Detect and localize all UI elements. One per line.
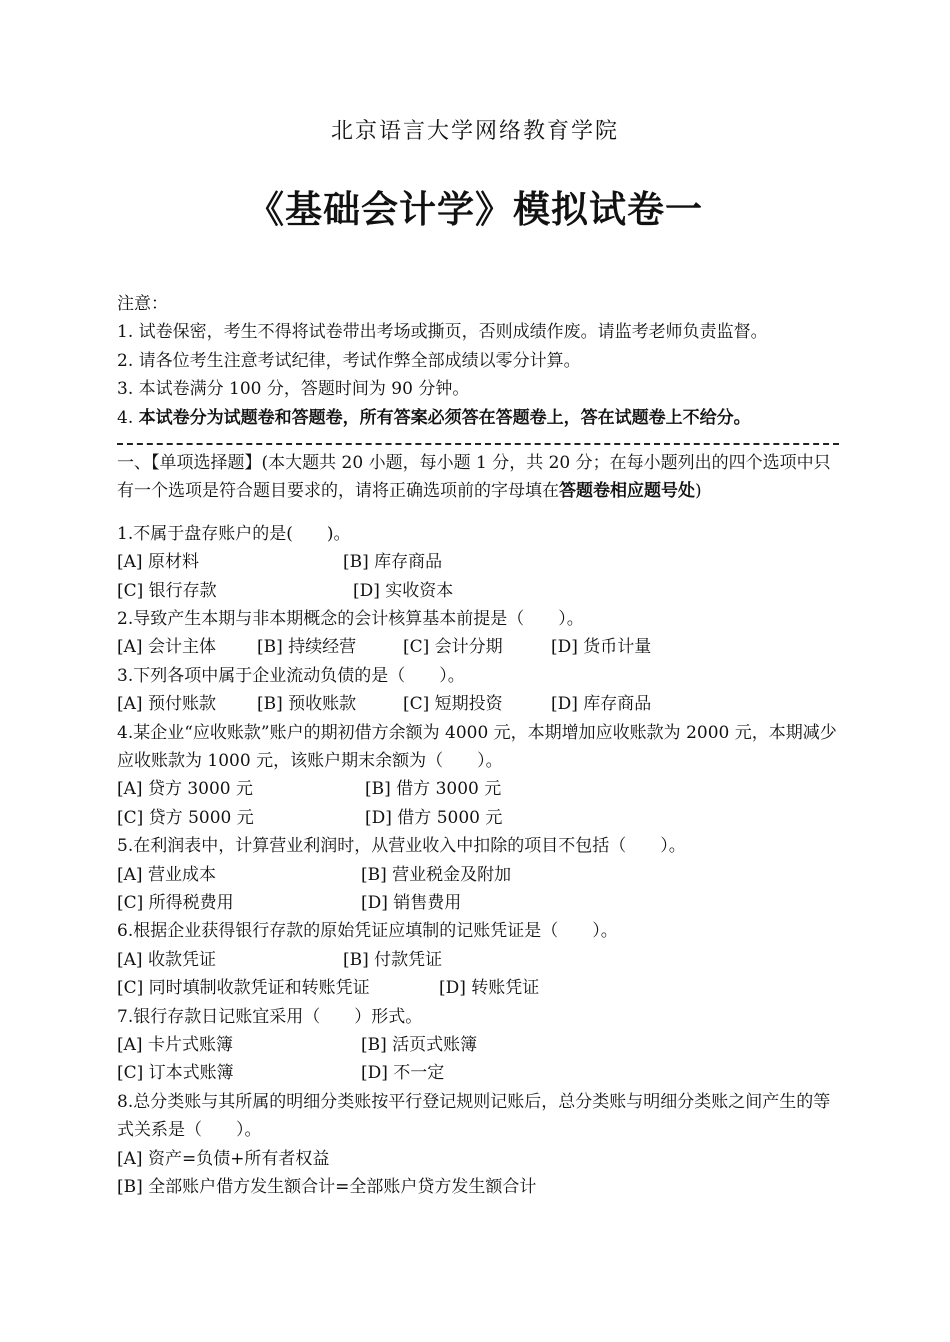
question-text: 8.总分类账与其所属的明细分类账按平行登记规则记账后，总分类账与明细分类账之间产生的等式关系是（ ）。 [117,1091,831,1141]
question-text: 2.导致产生本期与非本期概念的会计核算基本前提是（ ）。 [117,608,584,629]
section-title: 一、【单项选择题】 [117,452,262,473]
option-row [117,775,847,803]
answer-option: [A] 营业成本 [117,864,216,885]
answer-option: [B] 持续经营 [257,637,357,658]
notice-item-4 [117,404,847,432]
question-text: 3.下列各项中属于企业流动负债的是（ ）。 [117,665,465,686]
option-row [117,690,847,718]
answer-option: [B] 库存商品 [343,552,443,573]
answer-option: [D] 实收资本 [353,580,454,601]
section-desc-bold: 答题卷相应题号处 [559,481,695,502]
answer-option: [B] 预收账款 [257,694,357,715]
option-row [117,577,847,605]
answer-option: [D] 借方 5000 元 [365,807,503,828]
answer-option: [B] 全部账户借方发生额合计=全部账户贷方发生额合计 [117,1176,537,1197]
answer-option: [D] 销售费用 [361,892,462,913]
dashed-divider [117,443,839,445]
answer-option: [D] 不一定 [361,1063,445,1084]
option-row [117,1145,847,1173]
answer-option: [B] 营业税金及附加 [361,864,512,885]
answer-option: [C] 订本式账簿 [117,1063,234,1084]
question-text: 5.在利润表中，计算营业利润时，从营业收入中扣除的项目不包括（ ）。 [117,836,686,857]
option-row [117,548,847,576]
school-name: 北京语言大学网络教育学院 [330,119,619,144]
option-row [117,861,847,889]
answer-option: [B] 活页式账簿 [361,1034,478,1055]
answer-option: [A] 资产=负债+所有者权益 [117,1148,330,1169]
answer-option: [C] 同时填制收款凭证和转账凭证 [117,978,370,999]
question-text: 7.银行存款日记账宜采用（ ）形式。 [117,1006,423,1027]
answer-option: [D] 转账凭证 [439,978,540,999]
answer-option: [A] 原材料 [117,552,199,573]
answer-option: [D] 库存商品 [551,694,652,715]
notice-item-4-bold: 本试卷分为试题卷和答题卷，所有答案必须答在答题卷上，答在试题卷上不给分。 [138,407,751,428]
section-desc-end: ) [695,481,702,502]
answer-option: [A] 收款凭证 [117,949,216,970]
option-row [117,633,847,661]
option-row [117,946,847,974]
option-row [117,974,847,1002]
answer-option: [B] 付款凭证 [343,949,443,970]
notice-item: 2. 请各位考生注意考试纪律，考试作弊全部成绩以零分计算。 [117,350,581,371]
question-text: 1.不属于盘存账户的是( )。 [117,523,351,544]
notice-heading: 注意： [117,294,168,314]
option-row [117,1059,847,1087]
question-text: 6.根据企业获得银行存款的原始凭证应填制的记账凭证是（ ）。 [117,921,618,942]
answer-option: [A] 会计主体 [117,637,216,658]
option-row [117,889,847,917]
answer-option: [A] 贷方 3000 元 [117,779,254,800]
answer-option: [C] 所得税费用 [117,892,234,913]
option-row [117,1031,847,1059]
answer-option: [C] 银行存款 [117,580,217,601]
notice-item: 3. 本试卷满分 100 分，答题时间为 90 分钟。 [117,379,470,400]
option-row [117,804,847,832]
answer-option: [D] 货币计量 [551,637,652,658]
notice-item: 1. 试卷保密，考生不得将试卷带出考场或撕页，否则成绩作废。请监考老师负责监督。 [117,322,768,343]
answer-option: [B] 借方 3000 元 [365,779,502,800]
answer-option: [C] 短期投资 [403,694,503,715]
exam-content [117,290,847,1201]
option-row [117,1173,847,1201]
question-text: 4.某企业“应收账款”账户的期初借方余额为 4000 元，本期增加应收账款为 2000 元，本期减少应收账款为 1000 元，该账户期末余额为（ ）。 [117,722,837,771]
answer-option: [A] 预付账款 [117,694,216,715]
answer-option: [C] 会计分期 [403,637,503,658]
notice-item-4-prefix: 4. [117,407,139,428]
answer-option: [C] 贷方 5000 元 [117,807,254,828]
exam-title: 《基础会计学》模拟试卷一 [247,188,703,231]
section-instructions [117,449,847,506]
answer-option: [A] 卡片式账簿 [117,1034,233,1055]
section-desc: (本大题共 20 小题，每小题 1 分，共 20 分；在每小题列出的四个选项中只有一个选项是符合题目要求的，请将正确选项前的字母填在 [117,452,831,502]
question-list [117,520,847,1202]
